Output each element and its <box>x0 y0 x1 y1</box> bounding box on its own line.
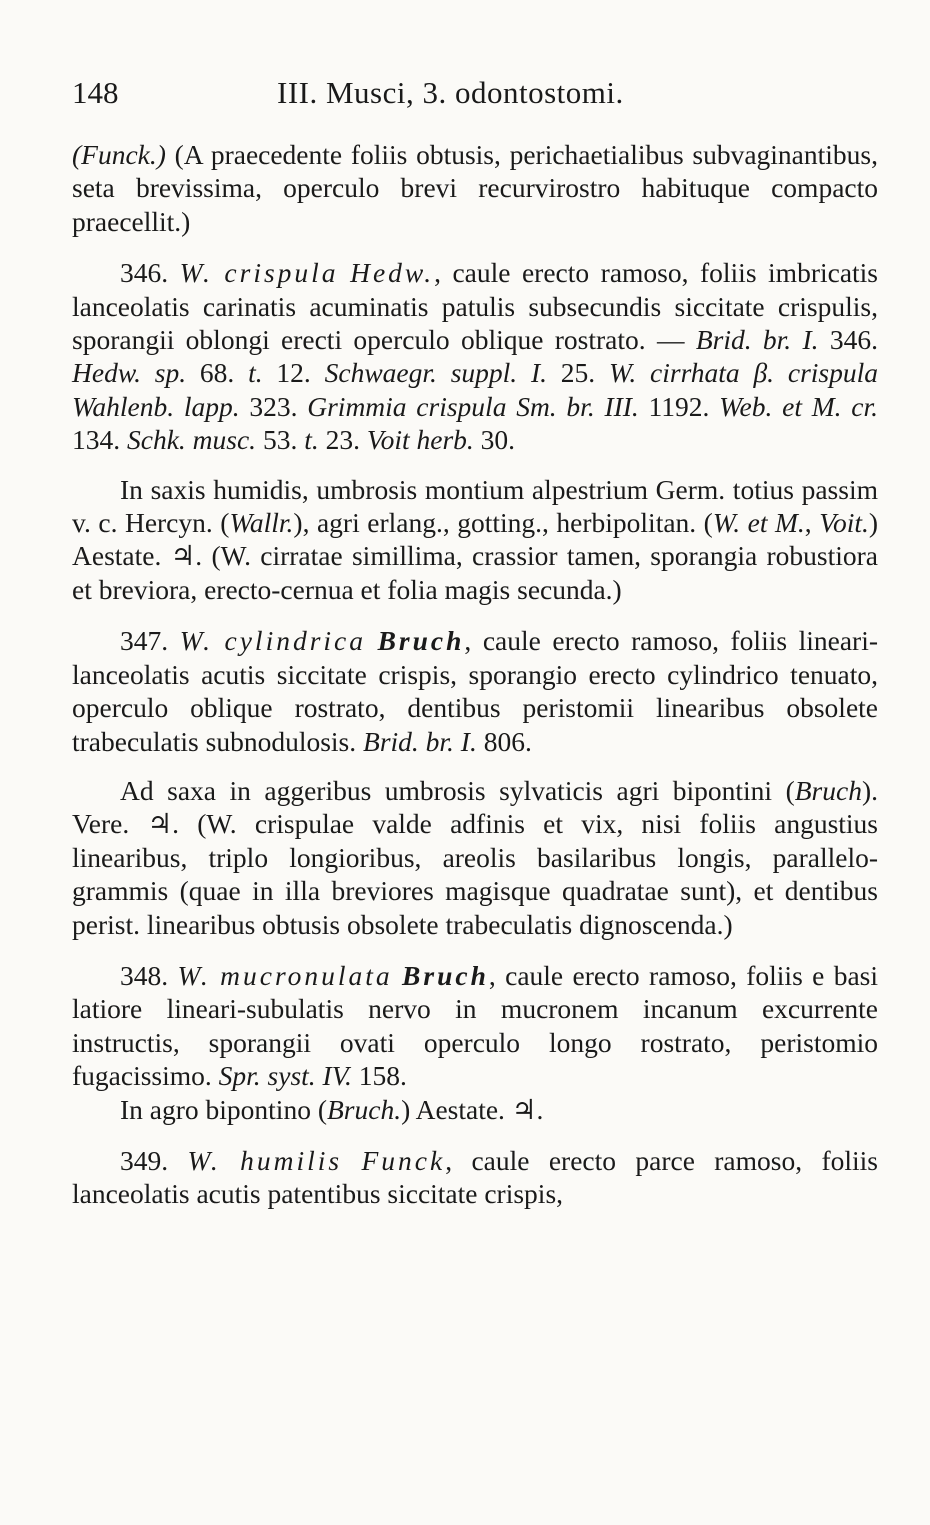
habitat-text: In agro bipontino ( <box>120 1093 327 1125</box>
reference-title: Schwaegr. suppl. I. <box>324 357 547 389</box>
habitat-text: ), agri erlang., gotting., herbipolitan. ( <box>293 507 713 539</box>
collector-name: Bruch <box>794 774 862 806</box>
entry-number: 346. <box>120 257 169 289</box>
author-citation: (Funck.) <box>72 139 166 170</box>
page-number: 148 <box>72 75 119 110</box>
species-entry-346 <box>72 256 878 456</box>
genus-abbrev: W. <box>179 257 213 289</box>
species-author: Funck <box>361 1144 446 1176</box>
collector-name: Wallr. <box>229 507 294 539</box>
reference-title: Brid. br. I. <box>695 324 819 356</box>
species-description: , caule erecto ramoso, foliis lineari-lanceolatis acutis siccitate crispis, sporangio erecto cylindrico tenuato, operculo oblique rostrato, dentibus peristomii linearibus obsolete trabeculatis subnodulosis. <box>72 625 879 757</box>
reference-title: t. <box>248 357 263 389</box>
habitat-text: ) Aestate. ♃. (W. cirratae simillima, crassior tamen, sporangia robustiora et breviora, erecto-cernua et folia magis secunda.) <box>72 507 879 605</box>
reference-title: Web. et M. cr. <box>719 390 878 422</box>
genus-abbrev: W. <box>177 959 211 991</box>
entry-number: 348. <box>120 959 169 991</box>
reference-number: 806. <box>476 725 532 757</box>
reference-title: Schk. musc. <box>127 424 257 456</box>
reference-title: Voit herb. <box>366 424 474 456</box>
habitat-text: In saxis humidis, umbrosis montium alpestrium Germ. totius passim v. c. Hercyn. ( <box>72 473 878 539</box>
reference-number: 68. <box>186 357 249 389</box>
entry-number: 347. <box>120 625 169 657</box>
collector-name: Bruch. <box>326 1093 402 1125</box>
species-author: Hedw. <box>350 257 435 289</box>
reference-number: 23. <box>318 424 367 456</box>
collector-name: Voit. <box>819 507 869 539</box>
running-head: III. Musci, 3. odontostomi. <box>277 75 624 110</box>
species-entry-348 <box>72 959 878 1093</box>
species-name: crispula <box>224 257 339 289</box>
species-entry-349 <box>72 1144 878 1211</box>
reference-title: W. cirrhata β. crispula Wahlenb. lapp. <box>72 357 879 422</box>
habitat-paragraph-348 <box>72 1093 878 1126</box>
reference-number: 1192. <box>638 390 720 422</box>
body-text <box>72 138 878 1211</box>
reference-number: 134. <box>72 424 127 456</box>
habitat-text: ) Aestate. ♃. <box>401 1093 544 1125</box>
species-entry-347 <box>72 624 878 758</box>
reference-number: 30. <box>473 424 516 456</box>
genus-abbrev: W. <box>187 1144 221 1176</box>
species-description: , caule erecto ramoso, foliis imbricatis lanceolatis carinatis acuminatis patulis subsecundis siccitate crispulis, sporangii oblongi erecti operculo oblique rostrato. — <box>72 257 879 356</box>
reference-number: 346. <box>818 324 878 356</box>
page-header <box>72 70 882 116</box>
habitat-text: ). Vere. ♃. (W. crispulae valde adfinis et vix, nisi foliis angustius linearibus, triplo longioribus, areolis basilaribus longis, parallelo-grammis (quae in illa breviores magisque quadratae sunt), et dentibus perist. linearibus obtusis obsolete trabeculatis dignoscenda.) <box>72 774 878 940</box>
reference-number: 25. <box>547 357 609 389</box>
reference-title: Brid. br. I. <box>363 725 477 757</box>
reference-title: Spr. syst. IV. <box>218 1060 352 1092</box>
genus-abbrev: W. <box>179 625 213 657</box>
species-name: mucronulata <box>220 959 393 991</box>
paragraph-text: (A praecedente foliis obtusis, perichaetialibus subvaginantibus, seta brevissima, operculo brevi recurvirostro habituque compacto praecellit.) <box>72 139 878 237</box>
species-author: Bruch <box>377 625 465 657</box>
reference-title: Grimmia crispula Sm. br. III. <box>307 390 639 422</box>
reference-title: Hedw. sp. <box>72 357 187 389</box>
species-author: Bruch <box>402 959 489 991</box>
reference-number: 323. <box>239 390 308 422</box>
habitat-paragraph-347 <box>72 774 878 941</box>
reference-number: 53. <box>256 424 305 456</box>
species-description: , caule erecto ramoso, foliis e basi latiore lineari-subulatis nervo in mucronem incanum excurrente instructis, sporangii ovati operculo longo rostrato, peristomio fugacissimo. <box>72 959 879 1092</box>
reference-number: 158. <box>351 1060 407 1092</box>
entry-number: 349. <box>120 1144 169 1176</box>
habitat-paragraph-346 <box>72 473 878 607</box>
continuation-paragraph <box>72 138 878 238</box>
reference-number: 12. <box>262 357 325 389</box>
habitat-text: , <box>804 507 820 539</box>
species-name: humilis <box>240 1144 343 1176</box>
species-name: cylindrica <box>224 625 367 657</box>
species-description: , caule erecto parce ramoso, foliis lanceolatis acutis patentibus siccitate crispis, <box>72 1144 879 1210</box>
collector-name: W. et M. <box>712 507 805 539</box>
habitat-text: Ad saxa in aggeribus umbrosis sylvaticis agri bipontini ( <box>120 774 795 806</box>
reference-title: t. <box>304 424 319 456</box>
